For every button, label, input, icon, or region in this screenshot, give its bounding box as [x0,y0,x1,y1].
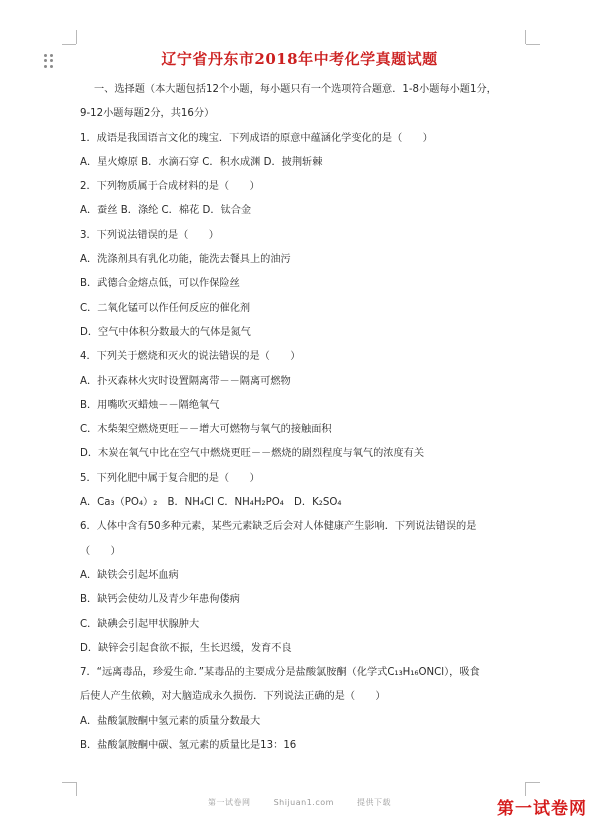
question-5-options: A．Ca₃（PO₄）₂ B．NH₄Cl C．NH₄H₂PO₄ D．K₂SO₄ [80,497,342,509]
question-6-option-b: B．缺钙会使幼儿及青少年患佝偻病 [80,594,240,606]
watermark-logo: 第一试卷网 [497,799,587,819]
question-7-option-a: A．盐酸氯胺酮中氢元素的质量分数最大 [80,715,261,727]
question-4: 4．下列关于燃烧和灭火的说法错误的是（ ） [80,351,301,363]
crop-mark-bottom-left-h [62,782,76,783]
question-3-option-a: A．洗涤剂具有乳化功能，能洗去餐具上的油污 [80,254,291,266]
crop-mark-top-left-v [76,30,77,44]
question-6-option-a: A．缺铁会引起坏血病 [80,569,179,581]
question-7-cont: 后使人产生依赖，对大脑造成永久损伤．下列说法正确的是（ ） [80,691,386,703]
crop-mark-bottom-right-h [526,782,540,783]
question-1: 1．成语是我国语言文化的瑰宝．下列成语的原意中蕴涵化学变化的是（ ） [80,132,433,144]
question-3-option-b: B．武德合金熔点低，可以作保险丝 [80,278,240,290]
question-5: 5．下列化肥中属于复合肥的是（ ） [80,472,260,484]
crop-mark-bottom-left-v [76,782,77,796]
question-4-option-b: B．用嘴吹灭蜡烛－－隔绝氧气 [80,399,220,411]
section-heading: 一、选择题（本大题包括12个小题，每小题只有一个选项符合题意．1-8小题每小题1分， [94,84,497,95]
question-3-option-d: D．空气中体积分数最大的气体是氮气 [80,326,251,338]
question-1-options: A．星火燎原 B．水滴石穿 C．积水成渊 D．披荆斩棘 [80,156,323,168]
question-6-cont: （ ） [80,545,121,557]
question-4-option-d: D．木炭在氧气中比在空气中燃烧更旺－－燃烧的剧烈程度与氧气的浓度有关 [80,448,425,460]
footer-site-url[interactable]: Shijuan1.com [273,798,334,807]
question-3-option-c: C．二氧化锰可以作任何反应的催化剂 [80,302,251,314]
crop-mark-top-left-h [62,44,76,45]
question-2: 2．下列物质属于合成材料的是（ ） [80,181,260,193]
footer-site-name: 第一试卷网 [208,798,251,807]
section-heading-cont: 9-12小题每题2分，共16分） [80,108,215,120]
question-7: 7．“远离毒品，珍爱生命．”某毒品的主要成分是盐酸氯胺酮（化学式C₁₃H₁₆ONCl），吸食 [80,667,480,679]
question-7-option-b: B．盐酸氯胺酮中碳、氢元素的质量比是13：16 [80,740,297,752]
question-2-options: A．蚕丝 B．涤纶 C．棉花 D．钛合金 [80,205,252,217]
question-6: 6．人体中含有50多种元素，某些元素缺乏后会对人体健康产生影响．下列说法错误的是 [80,521,477,533]
question-6-option-d: D．缺锌会引起食欲不振，生长迟缓，发育不良 [80,642,292,654]
question-4-option-c: C．木柴架空燃烧更旺－－增大可燃物与氧气的接触面积 [80,424,332,436]
question-4-option-a: A．扑灭森林火灾时设置隔离带－－隔离可燃物 [80,375,291,387]
footer-download-note: 提供下载 [356,798,391,807]
page-title: 辽宁省丹东市2018年中考化学真题试题 [161,50,438,68]
question-3: 3．下列说法错误的是（ ） [80,229,219,241]
question-body [80,78,536,758]
crop-mark-top-right-v [525,30,526,44]
question-6-option-c: C．缺碘会引起甲状腺肿大 [80,618,200,630]
crop-mark-top-right-h [526,44,540,45]
